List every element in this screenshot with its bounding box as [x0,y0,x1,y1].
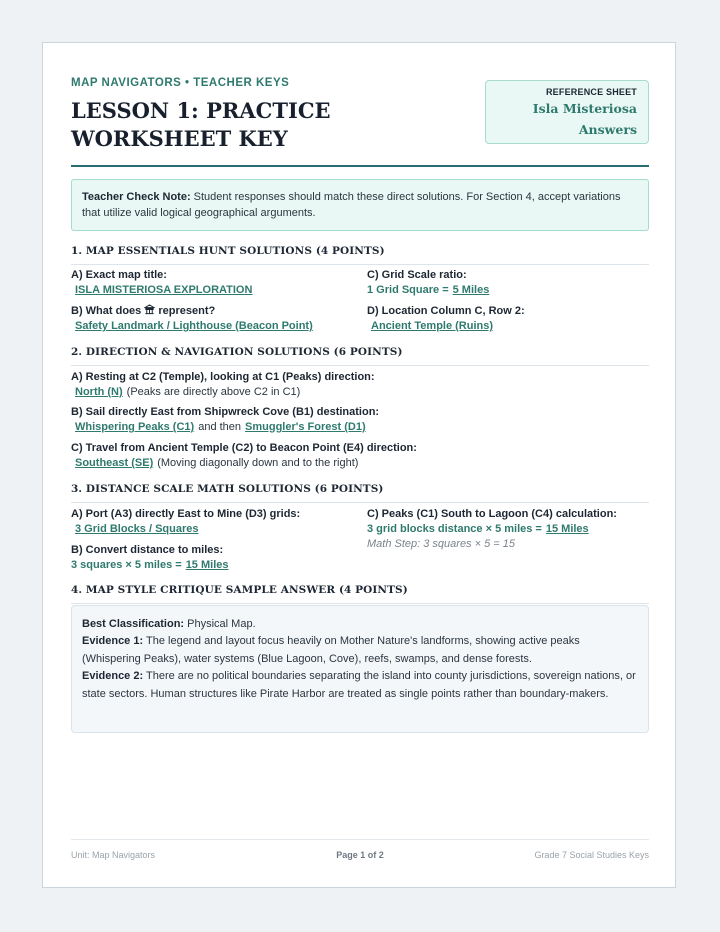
s3-b-answer: 15 Miles [185,559,229,571]
reference-island: Isla Misteriosa [532,101,637,116]
s1-c-question: C) Grid Scale ratio: [367,269,467,281]
footer-page-number: Page 1 of 2 [336,850,384,860]
evidence-1-text: The legend and layout focus heavily on Mother Nature's landforms, showing active peaks (Whispering Peaks), water systems (Blue Lagoon, Cove), reefs, swamps, and dense forests. [82,635,580,665]
evidence-1 [82,633,638,668]
s3-question-a [71,507,300,536]
section-3-title: 3. DISTANCE SCALE MATH SOLUTIONS (6 POINTS) [71,483,649,503]
s1-b-question-pre: B) What does [71,305,145,317]
s1-a-question: A) Exact map title: [71,269,167,281]
classification-line [82,616,638,633]
page-header [71,43,649,167]
classification-text: Physical Map. [184,618,256,630]
s3-question-c [367,507,617,551]
note-text: Student responses should match these direct solutions. For Section 4, accept variations that utilize valid logical geographical arguments. [82,191,621,219]
s2-b-connector: and then [198,421,242,433]
s2-a-question: A) Resting at C2 (Temple), looking at C1 (Peaks) direction: [71,371,375,383]
s1-b-question-post: represent? [155,305,216,317]
reference-answers: Answers [578,122,637,137]
reference-label: REFERENCE SHEET [545,87,637,97]
s3-c-question: C) Peaks (C1) South to Lagoon (C4) calculation: [367,508,617,520]
s2-question-b [71,405,379,434]
footer-unit: Unit: Map Navigators [71,850,156,860]
classification-label: Best Classification: [82,618,185,630]
s3-a-answer: 3 Grid Blocks / Squares [75,523,199,535]
s2-b-answer-1: Whispering Peaks (C1) [75,421,195,433]
s1-question-a [71,268,252,297]
page-title: LESSON 1: PRACTICE WORKSHEET KEY [71,98,331,151]
s1-a-answer: ISLA MISTERIOSA EXPLORATION [75,284,253,296]
evidence-2 [82,668,638,703]
header-kicker: MAP NAVIGATORS • TEACHER KEYS [71,77,290,89]
s2-question-a [71,370,375,399]
evidence-1-label: Evidence 1: [82,635,144,648]
note-label: Teacher Check Note: [82,191,191,203]
s2-b-question: B) Sail directly East from Shipwreck Cove (B1) destination: [71,406,380,418]
s3-c-answer: 15 Miles [545,523,589,535]
sample-answer-box [71,605,649,733]
worksheet-page [42,42,676,888]
s3-c-math-step: Math Step: 3 squares × 5 = 15 [367,538,515,550]
teacher-check-note [71,179,649,231]
s3-b-lead: 3 squares × 5 miles = [71,559,182,571]
footer-grade: Grade 7 Social Studies Keys [534,850,649,860]
s2-question-c [71,441,417,470]
s1-c-lead: 1 Grid Square = [367,284,449,296]
s2-c-question: C) Travel from Ancient Temple (C2) to Beacon Point (E4) direction: [71,442,417,454]
s3-c-lead: 3 grid blocks distance × 5 miles = [367,523,542,535]
s3-a-question: A) Port (A3) directly East to Mine (D3) grids: [71,508,301,520]
evidence-2-text: There are no political boundaries separating the island into county jurisdictions, sovereign nations, or state sectors. Human structures like Pirate Harbor are treated as single points rather than boundary-makers. [82,670,636,700]
section-1-title: 1. MAP ESSENTIALS HUNT SOLUTIONS (4 POINTS) [71,245,649,265]
s3-question-b [71,543,229,572]
s1-question-d [367,304,525,333]
section-2-title: 2. DIRECTION & NAVIGATION SOLUTIONS (6 POINTS) [71,346,649,366]
s1-d-answer: Ancient Temple (Ruins) [371,320,494,332]
page-footer [71,839,649,864]
s2-a-answer: North (N) [75,386,123,398]
section-4-title: 4. MAP STYLE CRITIQUE SAMPLE ANSWER (4 POINTS) [71,584,649,604]
s1-question-b [71,304,313,333]
s1-question-c [367,268,489,297]
s1-c-answer: 5 Miles [452,284,490,296]
s1-b-answer: Safety Landmark / Lighthouse (Beacon Point) [75,320,313,332]
s2-c-answer: Southeast (SE) [75,457,154,469]
s2-c-note: (Moving diagonally down and to the right) [157,457,359,469]
s1-d-question: D) Location Column C, Row 2: [367,305,525,317]
s2-a-note: (Peaks are directly above C2 in C1) [126,386,301,398]
evidence-2-label: Evidence 2: [82,670,144,683]
s2-b-answer-2: Smuggler's Forest (D1) [245,421,366,433]
temple-icon [144,304,155,315]
s3-b-question: B) Convert distance to miles: [71,544,224,556]
reference-box [485,80,649,144]
